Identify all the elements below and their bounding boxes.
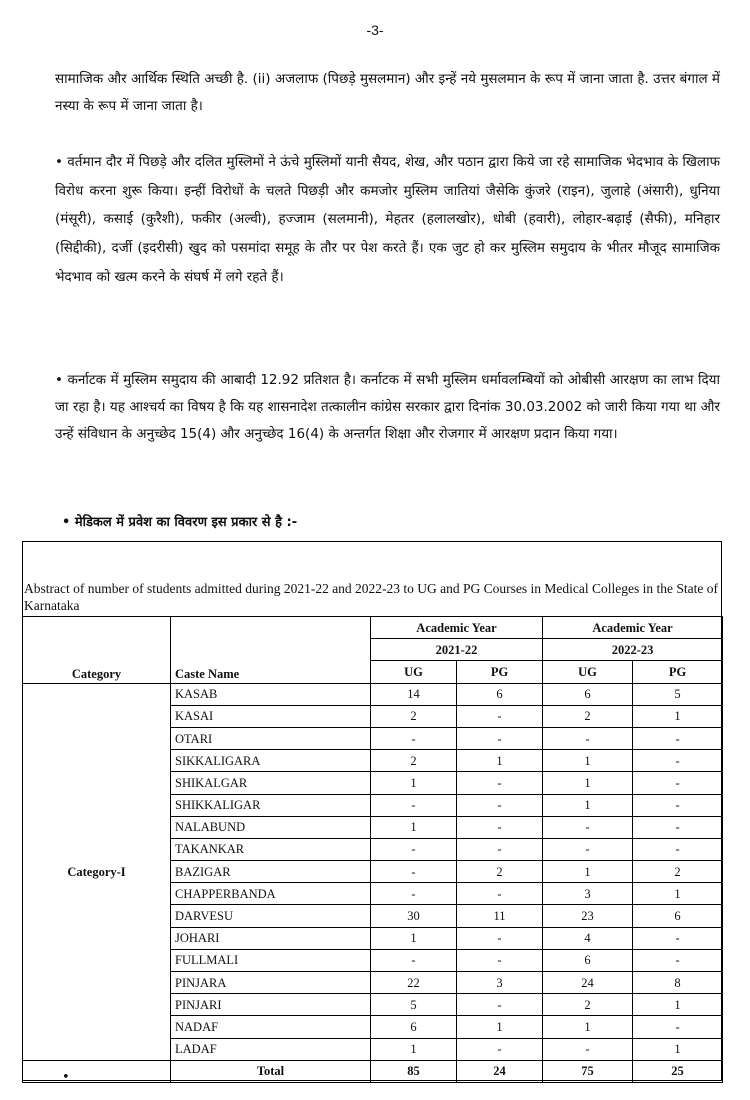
paragraph-1: सामाजिक और आर्थिक स्थिति अच्छी है. (ii) अजलाफ (पिछड़े मुसलमान) और इन्हें नये मुसलमान के रूप में जाना जाता है. उत्तर बंगाल में नस्या के रूप में जाना जाता है। xyxy=(55,71,720,114)
count-cell-ug2: - xyxy=(543,727,633,749)
count-cell-pg2: 5 xyxy=(633,683,723,705)
count-cell-ug1: 5 xyxy=(371,994,457,1016)
count-cell-pg2: - xyxy=(633,927,723,949)
header-year-2022-23: 2022-23 xyxy=(543,639,723,661)
paragraph-2: • वर्तमान दौर में पिछड़े और दलित मुस्लिमों ने ऊंचे मुस्लिमों यानी सैयद, शेख, और पठान द्वारा किये जा रहे सामाजिक भेदभाव के खिलाफ विरोध करना शुरू किया। इन्हीं विरोधों के चलते पिछड़ी और कमजोर मुस्लिम जातियां जैसेकि कुंजरे (राइन), जुलाहे (अंसारी), धुनिया (मंसूरी), कसाई (कुरैशी), फकीर (अल्वी), हज्जाम (सलमानी), मेहतर (हलालखोर), धोबी (हवारी), लोहार-बढ़ाई (सैफी), मनिहार (सिद्दीकी), दर्जी (इदरीसी) खुद को पसमांदा समूह के तौर पर पेश करते हैं। एक जुट हो कर मुस्लिम समुदाय के भीतर मौजूद सामाजिक भेदभाव को खत्म करने के संघर्ष में लगे रहते हैं। xyxy=(55,154,720,285)
header-pg-1: PG xyxy=(457,661,543,683)
count-cell-ug1: 30 xyxy=(371,905,457,927)
count-cell-pg1: - xyxy=(457,949,543,971)
caste-name-cell: SIKKALIGARA xyxy=(171,750,371,772)
count-cell-ug2: 6 xyxy=(543,683,633,705)
count-cell-ug2: 3 xyxy=(543,883,633,905)
count-cell-ug2: 24 xyxy=(543,972,633,994)
count-cell-ug1: 6 xyxy=(371,1016,457,1038)
count-cell-pg1: - xyxy=(457,927,543,949)
count-cell-ug2: 2 xyxy=(543,994,633,1016)
caste-name-cell: LADAF xyxy=(171,1038,371,1060)
caste-name-cell: SHIKKALIGAR xyxy=(171,794,371,816)
count-cell-pg2: 1 xyxy=(633,994,723,1016)
count-cell-pg1: - xyxy=(457,994,543,1016)
total-cell-pg2: 25 xyxy=(633,1060,723,1082)
count-cell-pg2: - xyxy=(633,750,723,772)
count-cell-ug1: - xyxy=(371,727,457,749)
total-cell-pg1: 24 xyxy=(457,1060,543,1082)
page-number: -3- xyxy=(366,22,384,38)
count-cell-pg2: - xyxy=(633,816,723,838)
count-cell-pg2: 2 xyxy=(633,861,723,883)
count-cell-pg2: - xyxy=(633,1016,723,1038)
count-cell-pg1: 6 xyxy=(457,683,543,705)
count-cell-ug1: 1 xyxy=(371,772,457,794)
count-cell-pg1: - xyxy=(457,1038,543,1060)
caste-name-cell: KASAI xyxy=(171,705,371,727)
header-pg-2: PG xyxy=(633,661,723,683)
count-cell-ug2: - xyxy=(543,838,633,860)
total-blank-cell xyxy=(23,1060,171,1082)
count-cell-pg1: - xyxy=(457,816,543,838)
count-cell-pg2: - xyxy=(633,838,723,860)
header-caste-name: Caste Name xyxy=(171,617,371,684)
count-cell-ug1: - xyxy=(371,883,457,905)
table-body xyxy=(23,683,723,1082)
caste-name-cell: JOHARI xyxy=(171,927,371,949)
header-ug-2: UG xyxy=(543,661,633,683)
total-label: Total xyxy=(171,1060,371,1082)
count-cell-pg1: - xyxy=(457,727,543,749)
count-cell-pg1: - xyxy=(457,838,543,860)
caste-name-cell: OTARI xyxy=(171,727,371,749)
caste-name-cell: NADAF xyxy=(171,1016,371,1038)
count-cell-pg1: - xyxy=(457,883,543,905)
count-cell-ug1: 2 xyxy=(371,705,457,727)
count-cell-pg1: - xyxy=(457,705,543,727)
count-cell-ug1: 2 xyxy=(371,750,457,772)
count-cell-pg2: 8 xyxy=(633,972,723,994)
table-row xyxy=(23,683,723,705)
count-cell-pg1: 1 xyxy=(457,750,543,772)
count-cell-ug1: 14 xyxy=(371,683,457,705)
caste-name-cell: FULLMALI xyxy=(171,949,371,971)
count-cell-ug2: 1 xyxy=(543,861,633,883)
header-ug-1: UG xyxy=(371,661,457,683)
caste-name-cell: PINJARA xyxy=(171,972,371,994)
count-cell-ug1: - xyxy=(371,949,457,971)
count-cell-ug2: 6 xyxy=(543,949,633,971)
count-cell-ug2: 2 xyxy=(543,705,633,727)
admissions-table xyxy=(22,616,723,1083)
count-cell-pg1: 2 xyxy=(457,861,543,883)
caste-name-cell: NALABUND xyxy=(171,816,371,838)
count-cell-pg1: 1 xyxy=(457,1016,543,1038)
caste-name-cell: PINJARI xyxy=(171,994,371,1016)
count-cell-pg2: - xyxy=(633,727,723,749)
count-cell-pg2: 1 xyxy=(633,705,723,727)
count-cell-pg2: 1 xyxy=(633,1038,723,1060)
header-category: Category xyxy=(23,617,171,684)
count-cell-ug2: 1 xyxy=(543,794,633,816)
count-cell-pg1: - xyxy=(457,794,543,816)
count-cell-ug2: 23 xyxy=(543,905,633,927)
count-cell-ug1: - xyxy=(371,838,457,860)
count-cell-pg2: - xyxy=(633,949,723,971)
header-academic-year-1: Academic Year xyxy=(371,617,543,639)
count-cell-pg1: 11 xyxy=(457,905,543,927)
medical-admission-heading: • मेडिकल में प्रवेश का विवरण इस प्रकार से है :- xyxy=(62,515,298,530)
count-cell-ug2: 1 xyxy=(543,1016,633,1038)
caste-name-cell: CHAPPERBANDA xyxy=(171,883,371,905)
caste-name-cell: KASAB xyxy=(171,683,371,705)
count-cell-ug2: - xyxy=(543,1038,633,1060)
header-year-2021-22: 2021-22 xyxy=(371,639,543,661)
count-cell-ug1: 1 xyxy=(371,1038,457,1060)
count-cell-ug1: 1 xyxy=(371,927,457,949)
caste-name-cell: DARVESU xyxy=(171,905,371,927)
table-caption: Abstract of number of students admitted during 2021-22 and 2022-23 to UG and PG Courses in Medical Colleges in the State of Karnataka xyxy=(24,581,719,613)
count-cell-ug1: - xyxy=(371,794,457,816)
count-cell-ug2: 1 xyxy=(543,750,633,772)
count-cell-ug1: 22 xyxy=(371,972,457,994)
total-cell-ug1: 85 xyxy=(371,1060,457,1082)
paragraph-3: • कर्नाटक में मुस्लिम समुदाय की आबादी 12.92 प्रतिशत है। कर्नाटक में सभी मुस्लिम धर्मावलम्बियों को ओबीसी आरक्षण का लाभ दिया जा रहा है। यह आश्चर्य का विषय है कि यह शासनादेश तत्कालीन कांग्रेस सरकार द्वारा दिनांक 30.03.2002 को जारी किया गया था और उन्हें संविधान के अनुच्छेद 15(4) और अनुच्छेद 16(4) के अन्तर्गत शिक्षा और रोजगार में आरक्षण प्रदान किया गया। xyxy=(55,372,720,442)
header-academic-year-2: Academic Year xyxy=(543,617,723,639)
count-cell-pg1: 3 xyxy=(457,972,543,994)
count-cell-ug1: - xyxy=(371,861,457,883)
caste-name-cell: BAZIGAR xyxy=(171,861,371,883)
caste-name-cell: TAKANKAR xyxy=(171,838,371,860)
count-cell-ug2: - xyxy=(543,816,633,838)
count-cell-ug1: 1 xyxy=(371,816,457,838)
count-cell-pg2: 1 xyxy=(633,883,723,905)
caste-name-cell: SHIKALGAR xyxy=(171,772,371,794)
count-cell-pg2: - xyxy=(633,794,723,816)
total-row xyxy=(23,1060,723,1082)
category-cell: Category-I xyxy=(23,683,171,1060)
count-cell-pg2: - xyxy=(633,772,723,794)
count-cell-pg2: 6 xyxy=(633,905,723,927)
count-cell-ug2: 4 xyxy=(543,927,633,949)
stray-bullet: • xyxy=(62,1070,70,1085)
count-cell-pg1: - xyxy=(457,772,543,794)
count-cell-ug2: 1 xyxy=(543,772,633,794)
total-cell-ug2: 75 xyxy=(543,1060,633,1082)
